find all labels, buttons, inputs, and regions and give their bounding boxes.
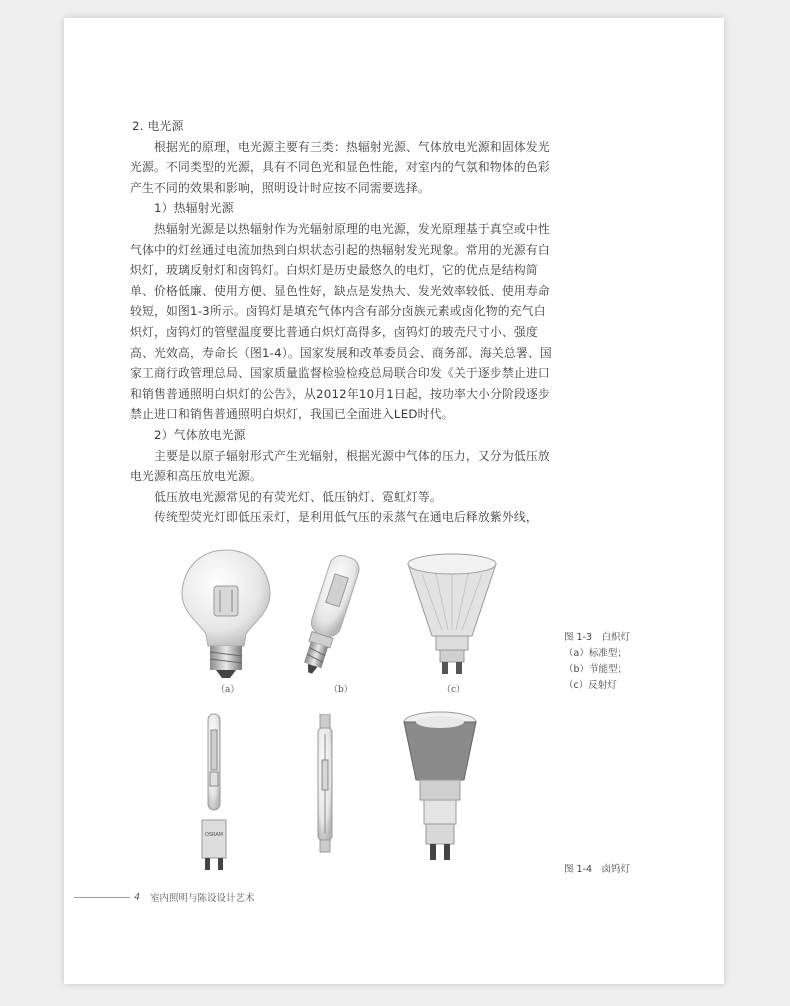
thermal-paragraph: 热辐射光源是以热辐射作为光辐射原理的电光源，发光原理基于真空或中性气体中的灯丝通过电流加热到白炽状态引起的热辐射发光现象。常用的光源有白炽灯，玻璃反射灯和卤钨灯。白炽灯是历史最悠久的电灯，它的优点是结构简单、价格低廉、使用方便、显色性好，缺点是发热大、发光效率较低、使用寿命较短，如图1-3所示。卤钨灯是填充气体内含有部分卤族元素或卤化物的充气白炽灯，卤钨灯的管壁温度要比普通白炽灯高得多，卤钨灯的玻壳尺寸小、强度高、光效高，寿命长（图1-4）。国家发展和改革委员会、商务部、海关总署、国家工商行政管理总局、国家质量监督检验检疫总局联合印发《关于逐步禁止进口和销售普通照明白炽灯的公告》，从2012年10月1日起，按功率大小分阶段逐步禁止进口和销售普通照明白炽灯，我国已全面进入LED时代。 bbox=[130, 221, 552, 422]
figure-1-4-caption-title: 图 1-4 卤钨灯 bbox=[564, 864, 631, 875]
fluorescent-paragraph: 传统型荧光灯即低压汞灯，是利用低气压的汞蒸气在通电后释放紫外线， bbox=[154, 510, 538, 525]
body-text bbox=[130, 116, 556, 528]
caption-item-b: （b）节能型； bbox=[564, 664, 628, 675]
figure-1-4-halogen-capsule bbox=[194, 712, 234, 872]
figure-label-c: （c） bbox=[442, 685, 466, 695]
book-title: 室内照明与陈设设计艺术 bbox=[150, 893, 255, 904]
figure-1-3c-reflector-lamp bbox=[402, 550, 502, 678]
figure-1-4-caption bbox=[564, 862, 630, 878]
sub-heading-gas-discharge: 2）气体放电光源 bbox=[154, 427, 246, 442]
lamp-brand-text: OSRAM bbox=[204, 832, 224, 838]
figure-1-3-caption-title: 图 1-3 白炽灯 bbox=[564, 632, 631, 643]
sub-heading-thermal: 1）热辐射光源 bbox=[154, 201, 234, 216]
section-heading: 2. 电光源 bbox=[132, 119, 184, 133]
caption-item-a: （a）标准型； bbox=[564, 648, 627, 659]
document-page bbox=[64, 18, 724, 984]
page-footer bbox=[74, 890, 255, 904]
page-number: 4 bbox=[134, 891, 141, 903]
figure-1-3b-tubular-bulb bbox=[296, 550, 362, 680]
gas-discharge-paragraph: 主要是以原子辐射形式产生光辐射，根据光源中气体的压力，又分为低压放电光源和高压放电光源。 bbox=[130, 448, 550, 484]
figure-label-b: （b） bbox=[329, 685, 353, 695]
figure-1-4-halogen-reflector bbox=[400, 708, 480, 868]
caption-item-c: （c）反射灯 bbox=[564, 680, 617, 691]
figure-1-3-caption bbox=[564, 630, 630, 694]
intro-paragraph: 根据光的原理，电光源主要有三类：热辐射光源、气体放电光源和固体发光光源。不同类型的光源，具有不同色光和显色性能，对室内的气氛和物体的色彩产生不同的效果和影响，照明设计时应按不同需要选择。 bbox=[130, 139, 550, 195]
low-pressure-paragraph: 低压放电光源常见的有荧光灯、低压钠灯、霓虹灯等。 bbox=[154, 489, 442, 504]
footer-rule bbox=[74, 897, 130, 898]
figure-1-4-halogen-linear bbox=[310, 714, 340, 854]
figure-label-a: （a） bbox=[216, 685, 240, 695]
figure-1-3a-standard-bulb bbox=[174, 546, 278, 680]
